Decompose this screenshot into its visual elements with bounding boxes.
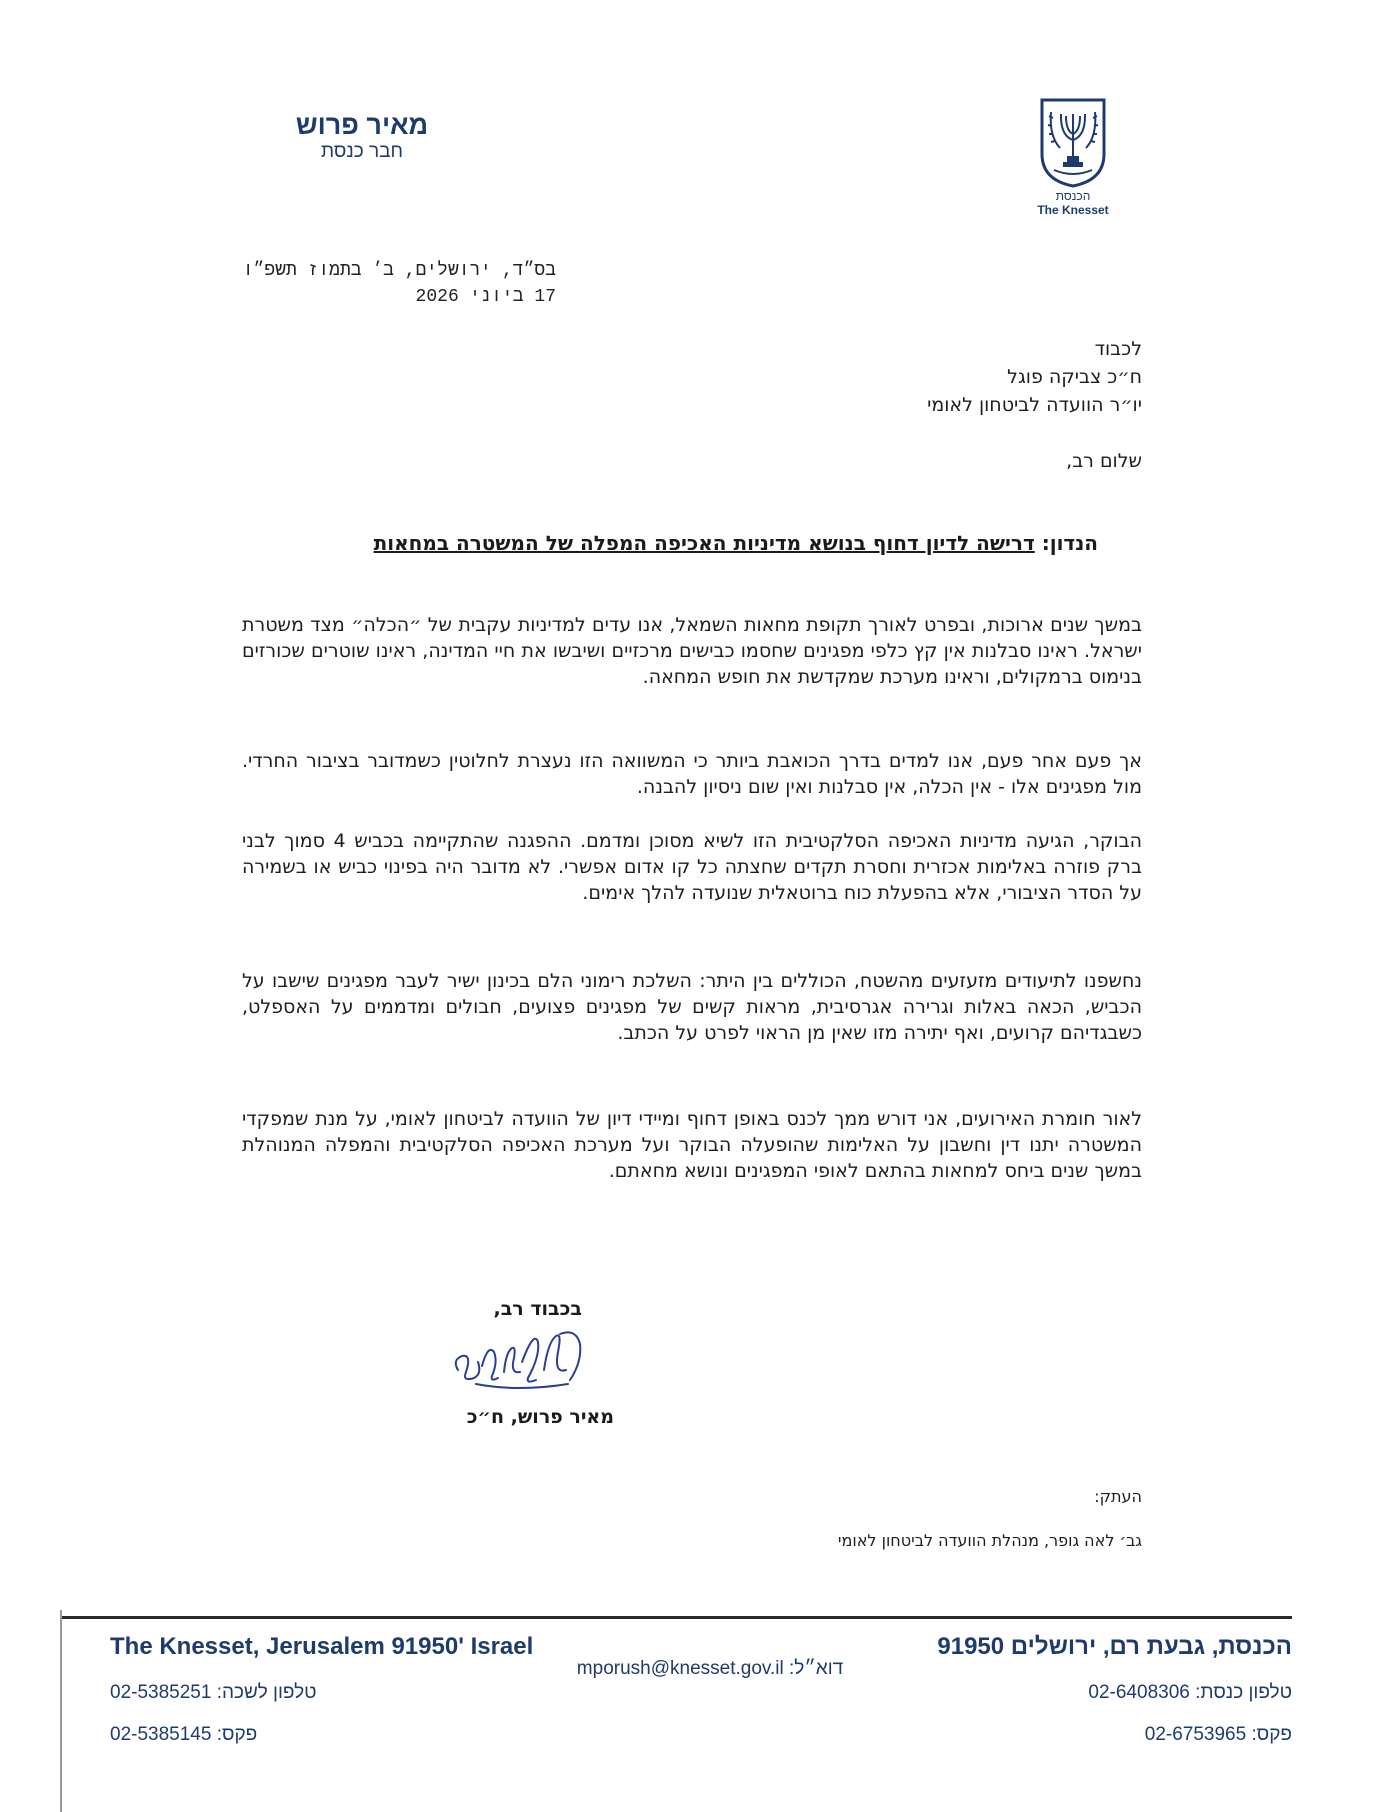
addressee-name: ח״כ צביקה פוגל: [1007, 366, 1142, 388]
knesset-emblem-icon: [1036, 96, 1110, 188]
page-edge-line: [60, 1610, 62, 1812]
paragraph-1: במשך שנים ארוכות, ובפרט לאורך תקופת מחאות השמאל, אנו עדים למדיניות עקבית של ״הכלה״ מצד משטרת ישראל. ראינו סבלנות אין קץ כלפי מפגינים שחסמו כבישים מרכזיים ושיבשו את חיי המדינה, ראינו שוטרים שכורזים בנימוס ברמקולים, וראינו מערכת שמקדשת את חופש המחאה.: [242, 614, 1142, 688]
signer-name: מאיר פרוש, ח״כ: [466, 1406, 614, 1428]
paragraph-5: לאור חומרת האירועים, אני דורש ממך לכנס באופן דחוף ומיידי דיון של הוועדה לביטחון לאומי, על מנת שמפקדי המשטרה יתנו דין וחשבון על האלימות שהופעלה הבוקר ועל מערכת האכיפה הסלקטיבית והמפלה המנוהלת במשך שנים ביחס למחאות בהתאם לאופי המפגינים ונושא מחאתם.: [242, 1108, 1142, 1182]
subject-line: [240, 528, 1098, 558]
addressee-salutation: לכבוד: [1094, 338, 1142, 360]
paragraph-4: נחשפנו לתיעודים מזעזעים מהשטח, הכוללים בין היתר: השלכת רימוני הלם בכינון ישיר לעבר מפגינים שישבו על הכביש, הכאה באלות וגרירה אגרסיבית, מראות קשים של מפגינים פצועים, חבולים ומדממים על האספלט, כשבגדיהם קרועים, ואף יתירה מזו שאין מן הראוי לפרט על הכתב.: [242, 970, 1142, 1044]
mk-name: מאיר פרוש: [295, 110, 429, 140]
subject-text: דרישה לדיון דחוף בנושא מדיניות האכיפה המפלה של המשטרה במחאות: [373, 531, 1035, 555]
knesset-phone: טלפון כנסת: 02-6408306: [1088, 1682, 1292, 1703]
emblem-english-label: The Knesset: [1037, 203, 1109, 217]
office-fax: פקס: 02-5385145: [110, 1724, 258, 1745]
addressee-role: יו״ר הוועדה לביטחון לאומי: [927, 394, 1142, 416]
footer-english-address: The Knesset, Jerusalem 91950' Israel: [110, 1633, 534, 1660]
signature-icon: [448, 1322, 596, 1400]
footer-hebrew-address: הכנסת, גבעת רם, ירושלים 91950: [937, 1633, 1292, 1660]
hebrew-date: בס״ד, ירושלים, ב׳ בתמוז תשפ״ו: [242, 261, 556, 281]
gregorian-date: 17 ביוני 2026: [415, 287, 556, 307]
emblem-hebrew-label: הכנסת: [1055, 189, 1091, 203]
footer-email[interactable]: דוא״ל: mporush@knesset.gov.il: [576, 1658, 844, 1679]
cc-recipient: גב׳ לאה גופר, מנהלת הוועדה לביטחון לאומי: [837, 1531, 1142, 1550]
cc-label: העתק:: [1094, 1487, 1142, 1506]
knesset-fax: פקס: 02-6753965: [1144, 1724, 1292, 1745]
office-phone: טלפון לשכה: 02-5385251: [110, 1682, 317, 1703]
subject-label: הנדון:: [1041, 531, 1098, 555]
paragraph-2: אך פעם אחר פעם, אנו למדים בדרך הכואבת ביותר כי המשוואה הזו נעצרת לחלוטין כשמדובר בציבור החרדי. מול מפגינים אלו - אין הכלה, אין סבלנות ואין שום ניסיון להבנה.: [242, 750, 1142, 798]
footer-divider: [62, 1616, 1292, 1619]
greeting: שלום רב,: [1066, 450, 1142, 472]
mk-title: חבר כנסת: [320, 141, 404, 162]
paragraph-3: הבוקר, הגיעה מדיניות האכיפה הסלקטיבית הזו לשיא מסוכן ומדמם. ההפגנה שהתקיימה בכביש 4 סמוך לבני ברק פוזרה באלימות אכזרית וחסרת תקדים שחצתה כל קו אדום אפשרי. לא מדובר היה בפינוי כביש או בשמירה על הסדר הציבורי, אלא בהפעלת כוח ברוטאלית שנועדה להלך אימים.: [242, 830, 1142, 904]
closing-regards: בכבוד רב,: [493, 1298, 582, 1320]
